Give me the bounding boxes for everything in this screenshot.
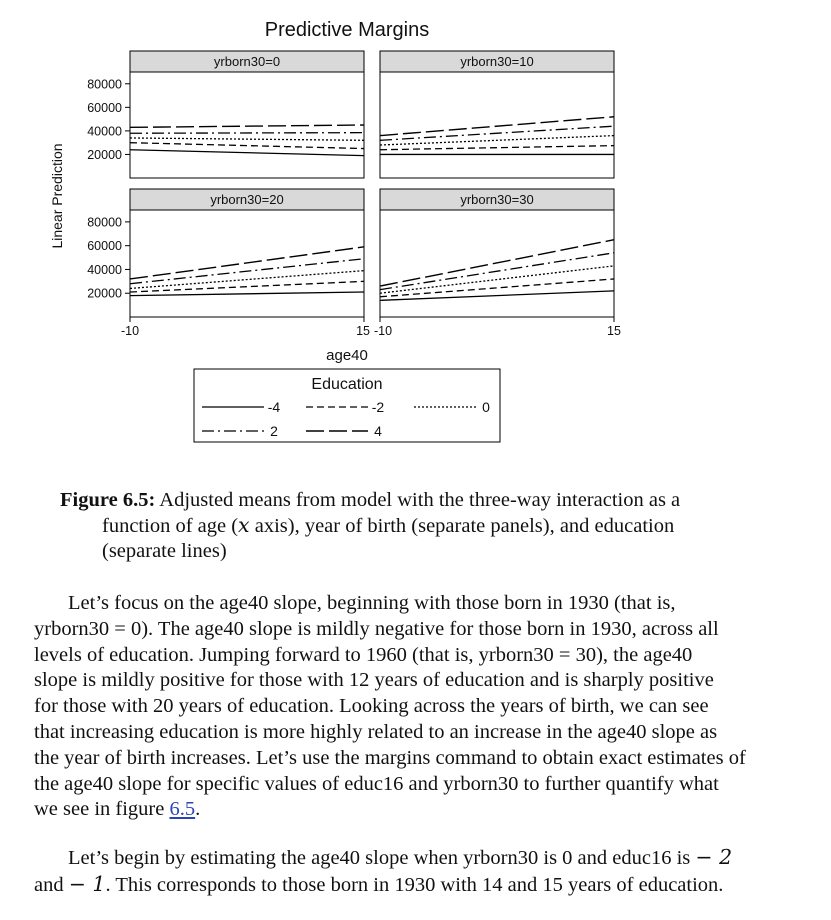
caption-line2-post: axis), year of birth (separate panels), and education bbox=[249, 515, 675, 537]
legend-title: Education bbox=[311, 376, 383, 393]
para2-line2-post: . This corresponds to those born in 1930 with 14 and 15 years of education. bbox=[105, 873, 724, 896]
panel-label: yrborn30=30 bbox=[460, 192, 534, 207]
para1-line: the year of birth increases. Let’s use the margins command to obtain exact estimates of bbox=[34, 746, 746, 769]
para2-math-minus2: − 2 bbox=[695, 845, 733, 869]
x-axis-label: age40 bbox=[326, 347, 368, 364]
y-tick-label: 60000 bbox=[87, 239, 122, 254]
para1-line: the age40 slope for specific values of educ16 and yrborn30 to further quantify what bbox=[34, 772, 719, 795]
para1-line: for those with 20 years of education. Looking across the years of birth, we can see bbox=[34, 695, 709, 718]
para1-line: that increasing education is more highly related to an increase in the age40 slope as bbox=[34, 720, 718, 743]
para2-line2 bbox=[34, 872, 804, 899]
chart-title: Predictive Margins bbox=[264, 19, 430, 41]
para1-last-post: . bbox=[195, 798, 201, 821]
para1-line: slope is mildly positive for those with 12 years of education and is sharply positive bbox=[34, 669, 714, 692]
panel-label: yrborn30=20 bbox=[210, 192, 284, 207]
x-tick-label: 15 bbox=[607, 324, 621, 338]
caption-line1: Adjusted means from model with the three-way interaction as a bbox=[155, 489, 681, 511]
y-tick-label: 60000 bbox=[87, 100, 122, 115]
caption-line2-pre: function of age ( bbox=[102, 515, 239, 537]
para1-last-line bbox=[34, 797, 804, 823]
caption-line2 bbox=[60, 513, 760, 539]
legend-label: -2 bbox=[371, 399, 385, 415]
y-tick-label: 40000 bbox=[87, 262, 122, 277]
para1-line: Let’s focus on the age40 slope, beginning with those born in 1930 (that is, bbox=[68, 592, 676, 614]
para2-line1-pre: Let’s begin by estimating the age40 slope when yrborn30 is 0 and educ16 is bbox=[68, 847, 696, 869]
panel-plot-area bbox=[380, 72, 614, 178]
legend-label: 4 bbox=[374, 423, 382, 439]
legend-label: 2 bbox=[270, 423, 278, 439]
y-tick-label: 20000 bbox=[87, 147, 122, 162]
legend bbox=[194, 369, 500, 442]
figure-caption bbox=[60, 488, 760, 564]
para1-line: yrborn30 = 0). The age40 slope is mildly negative for those born in 1930, across all bbox=[34, 617, 719, 640]
para1-last-pre: we see in figure bbox=[34, 798, 170, 821]
y-tick-label: 80000 bbox=[87, 215, 122, 230]
y-tick-label: 80000 bbox=[87, 77, 122, 92]
caption-label: Figure 6.5: bbox=[60, 489, 156, 511]
panels bbox=[87, 51, 621, 338]
para2-line2-pre: and bbox=[34, 873, 69, 896]
x-tick-label: 15 bbox=[356, 324, 370, 338]
caption-line3: (separate lines) bbox=[102, 540, 227, 562]
y-tick-label: 20000 bbox=[87, 286, 122, 301]
caption-math-x: x bbox=[238, 513, 250, 537]
paragraph-1 bbox=[34, 591, 804, 823]
para2-line1 bbox=[34, 845, 804, 872]
panel-label: yrborn30=0 bbox=[213, 54, 281, 69]
x-tick-label: -10 bbox=[374, 324, 393, 338]
figure-link[interactable]: 6.5 bbox=[169, 798, 196, 821]
legend-label: 0 bbox=[482, 399, 490, 415]
para1-line: levels of education. Jumping forward to 1960 (that is, yrborn30 = 30), the age40 bbox=[34, 643, 693, 666]
x-tick-label: -10 bbox=[120, 324, 140, 338]
y-axis-label: Linear Prediction bbox=[49, 143, 65, 249]
para2-math-minus1: − 1 bbox=[68, 871, 106, 896]
y-tick-label: 40000 bbox=[87, 124, 122, 139]
panel-label: yrborn30=10 bbox=[460, 54, 534, 69]
paragraph-2 bbox=[34, 845, 804, 899]
legend-label: -4 bbox=[267, 399, 281, 415]
